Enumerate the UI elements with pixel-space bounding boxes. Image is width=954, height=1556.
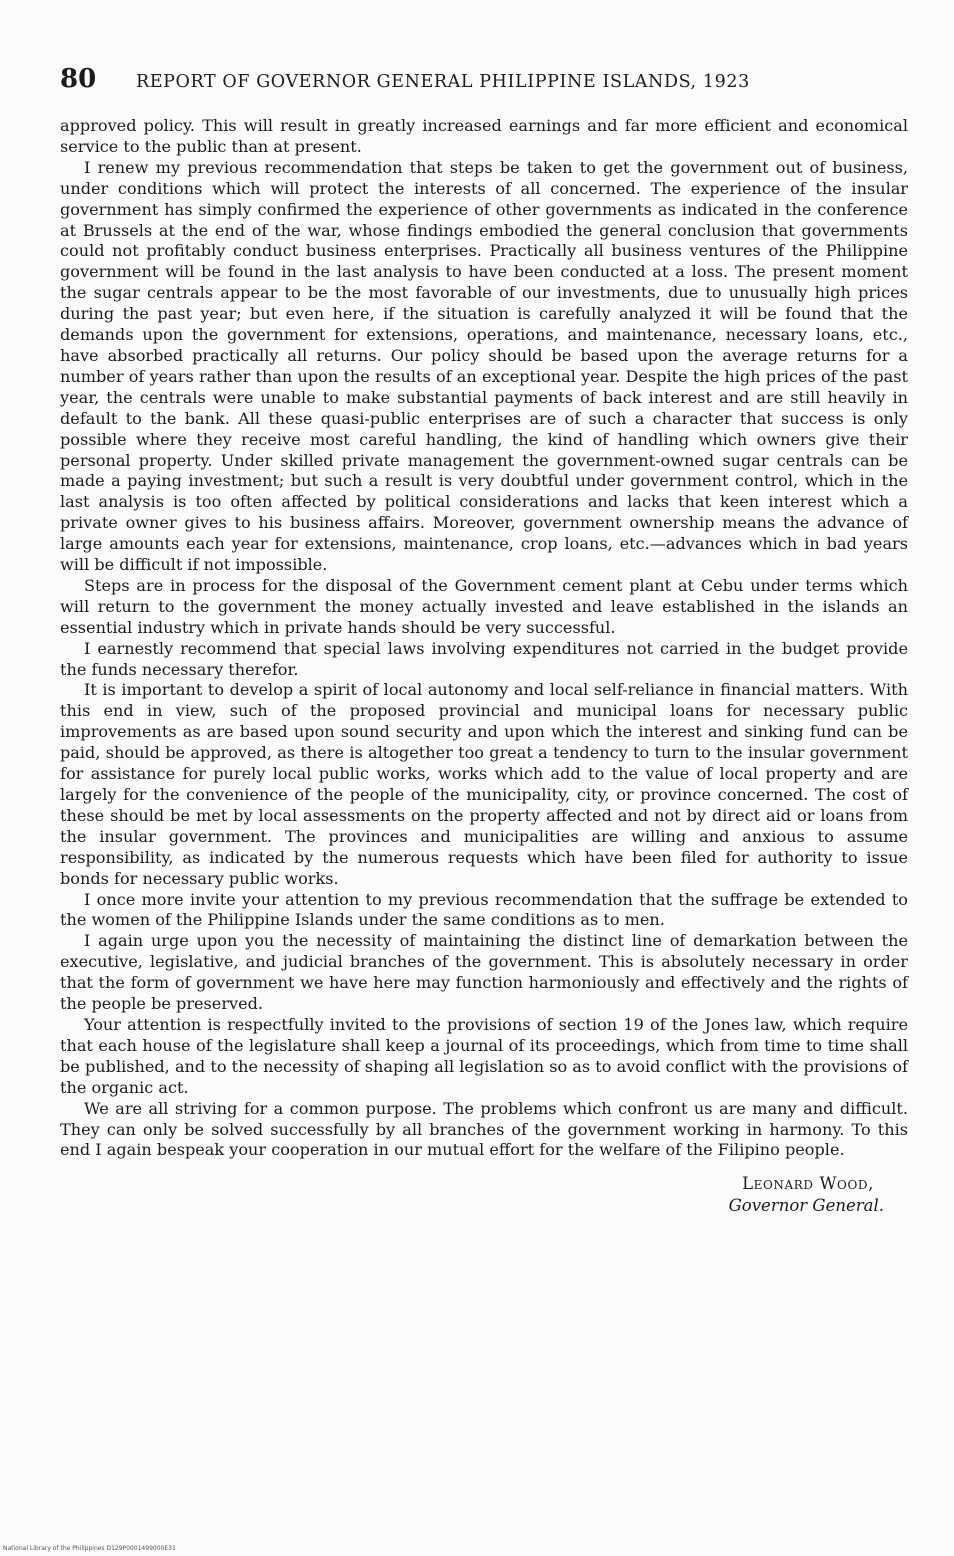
- paragraph-common-purpose: We are all striving for a common purpose. The problems which confront us are many and difficult. They can only be solved successfully by all branches of the government working in harmony. To this end I again bespeak your cooperation in our mutual effort for the welfare of the Filipino people.: [60, 1098, 908, 1160]
- report-title: REPORT OF GOVERNOR GENERAL PHILIPPINE ISLANDS, 1923: [136, 72, 750, 92]
- page-number: 80: [60, 64, 97, 94]
- document-page: [60, 64, 908, 1217]
- paragraph-local-autonomy: It is important to develop a spirit of local autonomy and local self-reliance in financial matters. With this end in view, such of the proposed provincial and municipal loans for necessary public improvements as are based upon sound security and upon which the interest and sinking fund can be paid, should be approved, as there is altogether too great a tendency to turn to the insular government for assistance for purely local public works, works which add to the value of local property and are largely for the convenience of the people of the municipality, city, or province concerned. The cost of these should be met by local assessments on the property affected and not by direct aid or loans from the insular government. The provinces and municipalities are willing and anxious to assume responsibility, as indicated by the numerous requests which have been filed for authority to issue bonds for necessary public works.: [60, 680, 908, 888]
- paragraph-government-out-of-business: I renew my previous recommendation that steps be taken to get the government out of business, under conditions which will protect the interests of all concerned. The experience of the insular government has simply confirmed the experience of other governments as indicated in the conference at Brussels at the end of the war, whose findings embodied the general conclusion that governments could not profitably conduct business enterprises. Practically all business ventures of the Philippine government will be found in the last analysis to have been conducted at a loss. The present moment the sugar centrals appear to be the most favorable of our investments, due to unusually high prices during the past year; but even here, if the situation is carefully analyzed it will be found that the demands upon the government for extensions, operations, and maintenance, necessary loans, etc., have absorbed practically all returns. Our policy should be based upon the average returns for a number of years rather than upon the results of an exceptional year. Despite the high prices of the past year, the centrals were unable to make substantial payments of back interest and are still heavily in default to the bank. All these quasi-public enterprises are of such a character that success is only possible where they receive most careful handling, the kind of handling which owners give their personal property. Under skilled private management the government-owned sugar centrals can be made a paying investment; but such a result is very doubtful under government control, which in the last analysis is too often affected by political considerations and lacks that keen interest which a private owner gives to his business affairs. Moreover, government ownership means the advance of large amounts each year for extensions, maintenance, crop loans, etc.—advances which in bad years will be difficult if not impossible.: [60, 157, 908, 575]
- signer-name: Leonard Wood,: [742, 1174, 874, 1194]
- paragraph-suffrage: I once more invite your attention to my previous recommendation that the suffrage be extended to the women of the Philippine Islands under the same conditions as to men.: [60, 889, 908, 930]
- signature-block: [60, 1173, 908, 1217]
- report-body: [60, 116, 908, 1161]
- signer-title: Governor General.: [728, 1196, 884, 1216]
- scan-credit: National Library of the Philippines D129P0001499000E31: [3, 1545, 176, 1552]
- paragraph-separation-of-powers: I again urge upon you the necessity of maintaining the distinct line of demarkation between the executive, legislative, and judicial branches of the government. This is absolutely necessary in order that the form of government we have here may function harmoniously and effectively and the rights of the people be preserved.: [60, 931, 908, 1014]
- paragraph-continued: approved policy. This will result in greatly increased earnings and far more efficient and economical service to the public than at present.: [60, 116, 908, 156]
- paragraph-cement-plant: Steps are in process for the disposal of the Government cement plant at Cebu under terms which will return to the government the money actually invested and leave established in the islands an essential industry which in private hands should be very successful.: [60, 575, 908, 637]
- paragraph-jones-law: Your attention is respectfully invited to the provisions of section 19 of the Jones law, which require that each house of the legislature shall keep a journal of its proceedings, which from time to time shall be published, and to the necessity of shaping all legislation so as to avoid conflict with the provisions of the organic act.: [60, 1014, 908, 1097]
- running-head: [60, 64, 908, 98]
- paragraph-special-laws: I earnestly recommend that special laws involving expenditures not carried in the budget provide the funds necessary therefor.: [60, 638, 908, 679]
